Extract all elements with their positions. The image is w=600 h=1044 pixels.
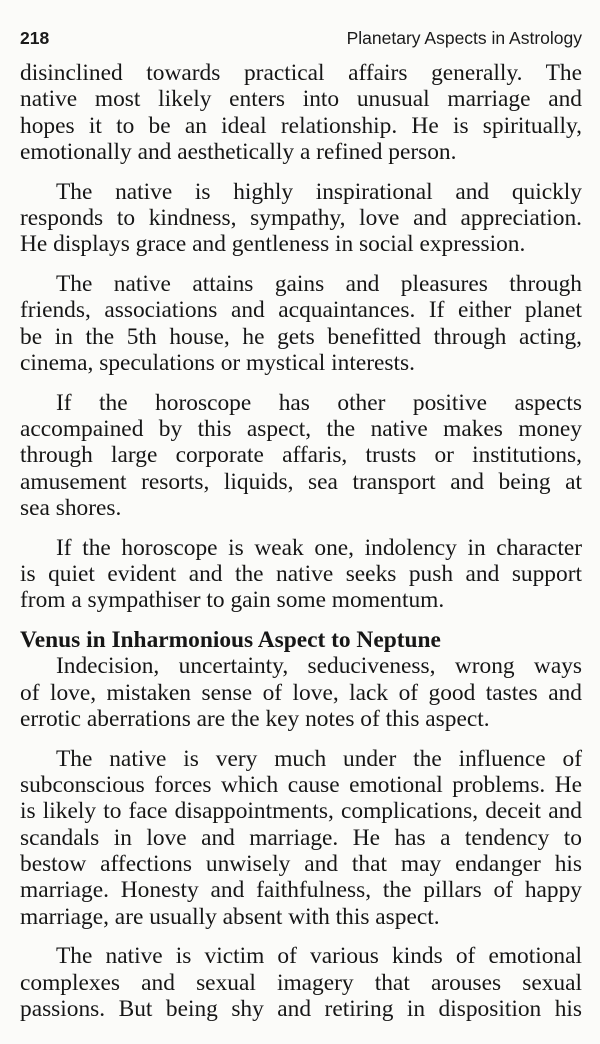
text-line: disinclined towards practical affairs generally. The xyxy=(20,60,582,86)
paragraph xyxy=(20,271,582,376)
text-line: marriage. Honesty and faithfulness, the pillars of happy xyxy=(20,877,582,904)
section-heading xyxy=(20,627,582,653)
text-line: amusement resorts, liquids, sea transport and being at xyxy=(20,468,582,495)
text-line: If the horoscope is weak one, indolency in character xyxy=(56,534,582,561)
text-line: Indecision, uncertainty, seduciveness, wrong ways xyxy=(56,653,582,680)
paragraph xyxy=(20,179,582,258)
text-line: marriage, are usually absent with this aspect. xyxy=(20,903,440,930)
text-line: The native is very much under the influence of xyxy=(56,745,582,772)
text-line: bestow affections unwisely and that may endanger his xyxy=(20,851,582,878)
text-line: passions. But being shy and retiring in disposition his xyxy=(20,996,582,1022)
paragraph xyxy=(20,943,582,1022)
text-line: cinema, speculations or mystical interests. xyxy=(20,349,415,376)
text-line: If the horoscope has other positive aspects xyxy=(56,389,582,416)
paragraph xyxy=(20,535,582,614)
text-line: He displays grace and gentleness in social expression. xyxy=(20,231,526,258)
paragraph xyxy=(20,746,582,930)
text-line: through large corporate affaris, trusts or institutions, xyxy=(20,442,582,469)
page-number: 218 xyxy=(20,28,50,48)
text-line: subconscious forces which cause emotional problems. He xyxy=(20,772,582,799)
text-line: native most likely enters into unusual marriage and xyxy=(20,86,582,113)
text-line: emotionally and aesthetically a refined person. xyxy=(20,138,457,165)
paragraph xyxy=(20,60,582,165)
text-line: from a sympathiser to gain some momentum. xyxy=(20,587,445,614)
text-line: errotic aberrations are the key notes of this aspect. xyxy=(20,706,490,733)
page-body xyxy=(20,60,582,1036)
text-line: The native is highly inspirational and quickly xyxy=(56,178,582,205)
text-line: complexes and sexual imagery that arouses sexual xyxy=(20,969,582,996)
text-line: responds to kindness, sympathy, love and appreciation. xyxy=(20,204,582,231)
running-title: Planetary Aspects in Astrology xyxy=(346,28,582,48)
text-line: scandals in love and marriage. He has a tendency to xyxy=(20,824,582,851)
text-line: is likely to face disappointments, complications, deceit and xyxy=(20,798,582,825)
text-line: accompained by this aspect, the native makes money xyxy=(20,416,582,443)
text-line: The native attains gains and pleasures through xyxy=(56,271,582,298)
text-line: Venus in Inharmonious Aspect to Neptune xyxy=(20,627,441,654)
text-line: of love, mistaken sense of love, lack of good tastes and xyxy=(20,679,582,706)
text-line: The native is victim of various kinds of emotional xyxy=(56,943,582,970)
text-line: is quiet evident and the native seeks push and support xyxy=(20,561,582,588)
text-line: hopes it to be an ideal relationship. He is spiritually, xyxy=(20,112,582,139)
paragraph xyxy=(20,653,582,732)
paragraph xyxy=(20,390,582,521)
text-line: be in the 5th house, he gets benefitted through acting, xyxy=(20,323,582,350)
text-line: sea shores. xyxy=(20,494,122,521)
text-line: friends, associations and acquaintances. If either planet xyxy=(20,297,582,324)
